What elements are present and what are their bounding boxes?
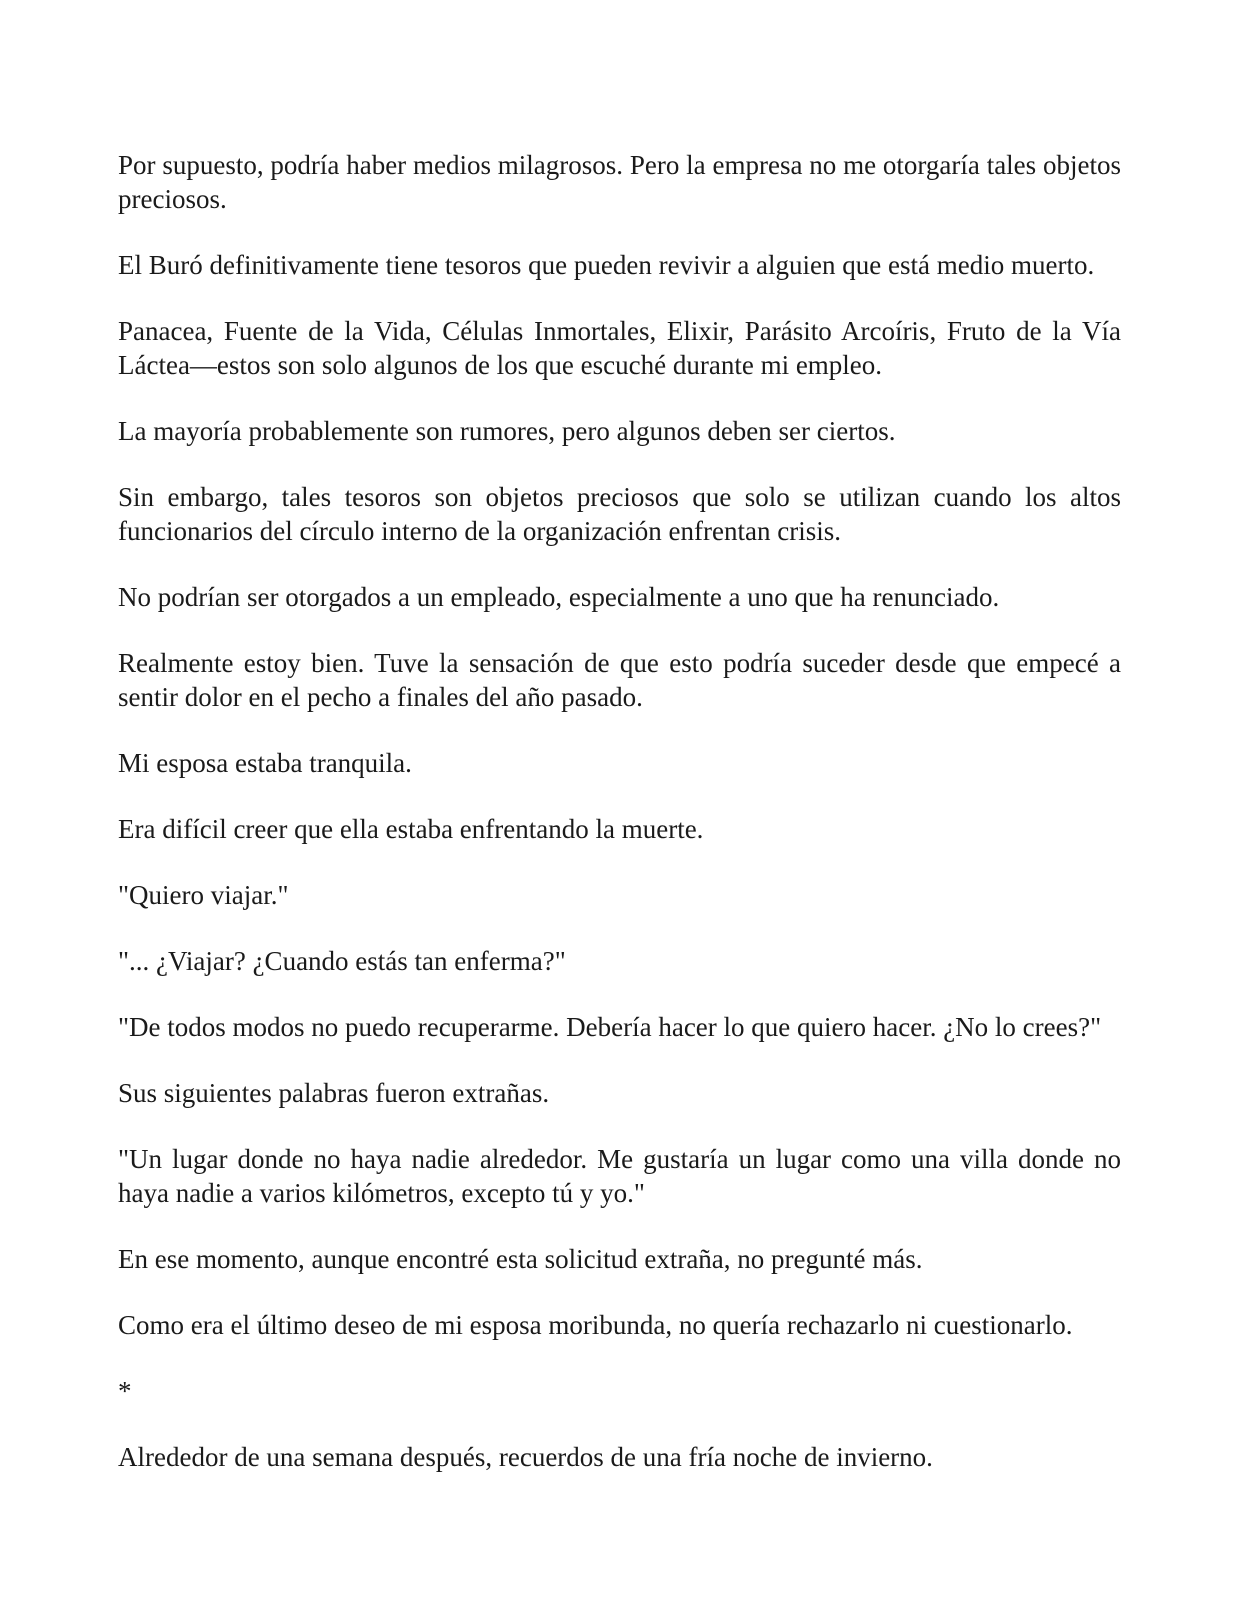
dialogue-line: "Un lugar donde no haya nadie alrededor. Me gustaría un lugar como una villa donde no haya nadie a varios kilómetros, excepto tú y yo." [118, 1144, 1121, 1208]
scene-break: * [118, 1376, 132, 1406]
document-body [118, 148, 1121, 1506]
paragraph: En ese momento, aunque encontré esta solicitud extraña, no pregunté más. [118, 1244, 923, 1274]
dialogue-line: "De todos modos no puedo recuperarme. Debería hacer lo que quiero hacer. ¿No lo crees?" [118, 1012, 1102, 1042]
paragraph: Como era el último deseo de mi esposa moribunda, no quería rechazarlo ni cuestionarlo. [118, 1310, 1073, 1340]
paragraph: El Buró definitivamente tiene tesoros que pueden revivir a alguien que está medio muerto. [118, 250, 1095, 280]
paragraph: Sin embargo, tales tesoros son objetos preciosos que solo se utilizan cuando los altos funcionarios del círculo interno de la organización enfrentan crisis. [118, 482, 1121, 546]
paragraph: Era difícil creer que ella estaba enfrentando la muerte. [118, 814, 704, 844]
paragraph: Alrededor de una semana después, recuerdos de una fría noche de invierno. [118, 1442, 933, 1472]
paragraph: Por supuesto, podría haber medios milagrosos. Pero la empresa no me otorgaría tales objetos preciosos. [118, 150, 1121, 214]
paragraph: Panacea, Fuente de la Vida, Células Inmortales, Elixir, Parásito Arcoíris, Fruto de la Vía Láctea—estos son solo algunos de los que escuché durante mi empleo. [118, 316, 1121, 380]
dialogue-line: "... ¿Viajar? ¿Cuando estás tan enferma?" [118, 946, 566, 976]
paragraph: Sus siguientes palabras fueron extrañas. [118, 1078, 550, 1108]
dialogue-line: "Quiero viajar." [118, 880, 289, 910]
paragraph: Realmente estoy bien. Tuve la sensación de que esto podría suceder desde que empecé a sentir dolor en el pecho a finales del año pasado. [118, 648, 1121, 712]
paragraph: La mayoría probablemente son rumores, pero algunos deben ser ciertos. [118, 416, 896, 446]
paragraph: No podrían ser otorgados a un empleado, especialmente a uno que ha renunciado. [118, 582, 1000, 612]
paragraph: Mi esposa estaba tranquila. [118, 748, 412, 778]
